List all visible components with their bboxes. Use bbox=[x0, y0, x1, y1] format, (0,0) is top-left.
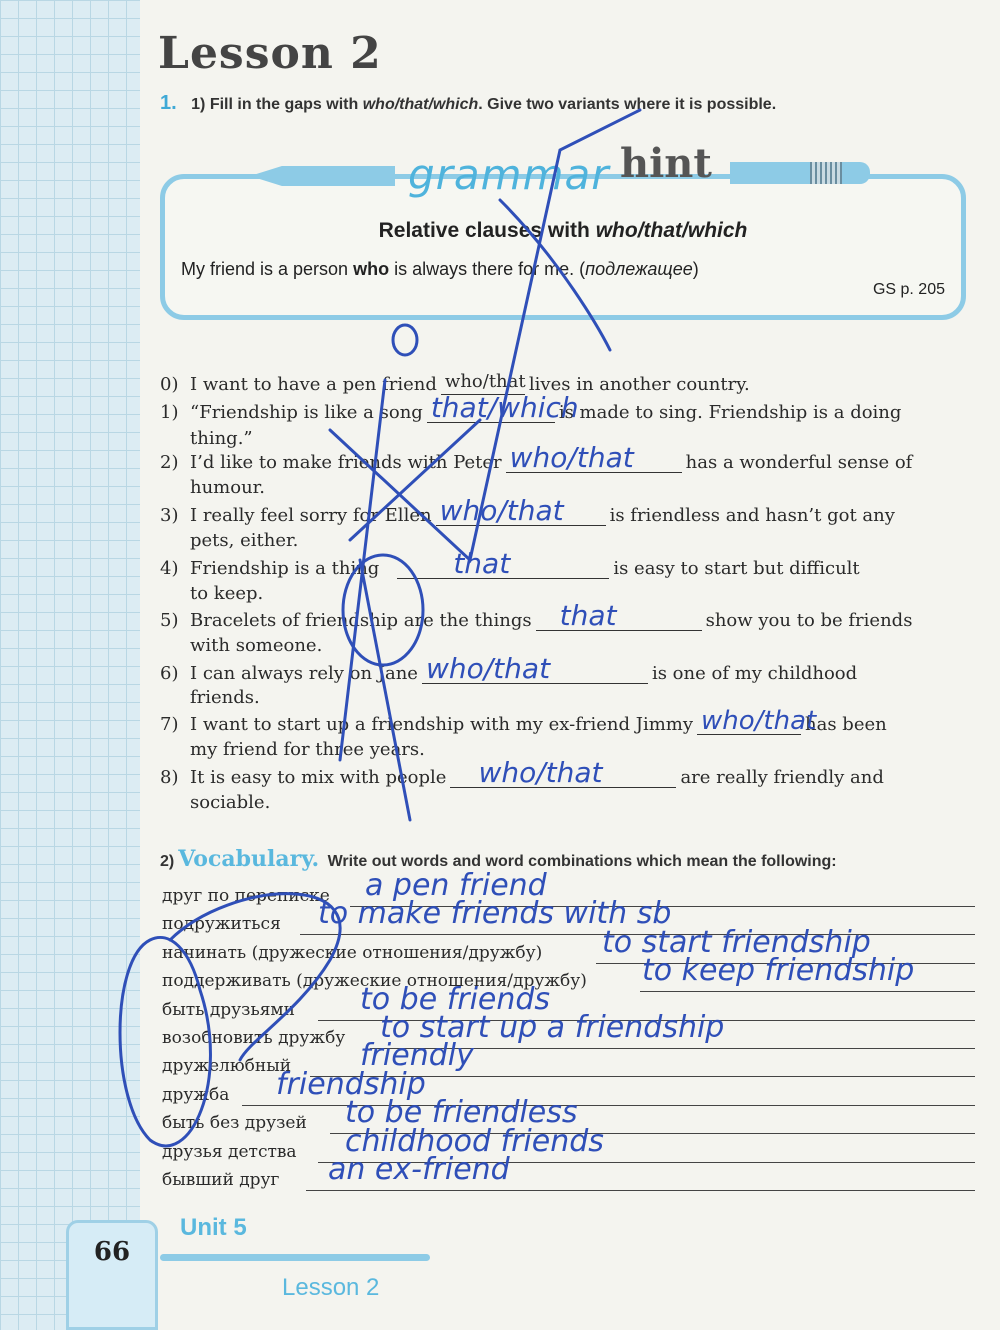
task1-number: 1. bbox=[160, 92, 177, 114]
exercise-cont-8: sociable. bbox=[190, 792, 271, 813]
handwritten-answer: to start up a friendship bbox=[380, 1010, 725, 1045]
handwritten-answer: who/that bbox=[701, 706, 817, 736]
task1-prefix: 1) Fill in the gaps with bbox=[191, 96, 359, 113]
handwritten-answer: a pen friend bbox=[365, 868, 547, 903]
exercise-line-6: 6) I can always rely on Jane who/that is one of my childhood bbox=[160, 652, 858, 685]
hint-title bbox=[165, 219, 961, 243]
hint-example-part1: My friend is a person bbox=[181, 259, 349, 279]
exercise-line-0: 0) I want to have a pen friend who/that lives in another country. bbox=[160, 371, 750, 395]
hint-title-prefix: Relative clauses with bbox=[378, 219, 590, 242]
lesson-title: Lesson 2 bbox=[158, 28, 382, 79]
exercise-cont-3: pets, either. bbox=[190, 530, 299, 551]
exercise-line-3: 3) I really feel sorry for Ellen who/that is friendless and hasn’t got any bbox=[160, 494, 895, 527]
handwritten-answer: who/that bbox=[439, 494, 564, 527]
grid-margin bbox=[0, 0, 140, 1330]
hint-reference: GS p. 205 bbox=[872, 281, 945, 298]
exercise-gap-4[interactable] bbox=[397, 547, 609, 580]
vocab-prompt: поддерживать (дружеские отношения/дружбу) bbox=[162, 971, 587, 992]
handwritten-answer: to keep friendship bbox=[642, 953, 915, 989]
handwritten-answer: to make friends with sb bbox=[318, 896, 672, 932]
exercise-cont-2: humour. bbox=[190, 477, 266, 498]
handwritten-answer: to be friends bbox=[360, 981, 551, 1017]
task2-section: Vocabulary. bbox=[178, 846, 320, 872]
task2-text: Write out words and word combinations which mean the following: bbox=[327, 853, 837, 870]
exercise-gap-2[interactable] bbox=[506, 441, 682, 474]
hint-title-words: who/that/which bbox=[595, 219, 748, 242]
exercise-gap-0[interactable]: who/that bbox=[441, 372, 525, 395]
handwritten-answer: that bbox=[559, 599, 617, 632]
vocab-prompt: возобновить дружбу bbox=[162, 1028, 346, 1048]
vocab-prompt: быть без друзей bbox=[162, 1113, 307, 1134]
exercise-line-8: 8) It is easy to mix with people who/that are really friendly and bbox=[160, 756, 884, 789]
vocab-answer-line[interactable] bbox=[640, 991, 975, 992]
handwritten-answer: that/which bbox=[430, 391, 579, 424]
hint-example-part2: is always there for me. ( bbox=[394, 259, 586, 279]
handwritten-answer: childhood friends bbox=[345, 1123, 604, 1159]
task1-instruction bbox=[160, 92, 776, 115]
hint-example-bold: who bbox=[353, 259, 390, 279]
vocab-prompt: быть друзьями bbox=[162, 999, 295, 1020]
handwritten-answer: who/that bbox=[478, 756, 603, 789]
handwritten-answer: friendship bbox=[276, 1066, 426, 1102]
exercise-line-7: 7) I want to start up a friendship with my ex-friend Jimmy who/that has been bbox=[160, 706, 887, 736]
vocab-prompt: дружелюбный bbox=[162, 1056, 292, 1077]
hint-example-note: подлежащее bbox=[585, 259, 693, 279]
hint-example bbox=[181, 259, 699, 280]
task2-number: 2) bbox=[160, 853, 175, 870]
pencil-right-icon bbox=[730, 162, 870, 184]
vocab-prompt: начинать (дружеские отношения/дружбу) bbox=[162, 942, 543, 963]
exercise-line-2: 2) I’d like to make friends with Peter who/that has a wonderful sense of bbox=[160, 441, 913, 474]
page-number: 66 bbox=[93, 1237, 131, 1267]
handwritten-answer: to be friendless bbox=[345, 1095, 578, 1131]
exercise-gap-1[interactable] bbox=[427, 391, 579, 424]
vocab-answer-line[interactable] bbox=[306, 1190, 975, 1191]
exercise-cont-6: friends. bbox=[190, 687, 260, 708]
footer-lesson: Lesson 2 bbox=[282, 1274, 380, 1301]
vocab-prompt: бывший друг bbox=[162, 1170, 280, 1190]
handwritten-answer: who/that bbox=[509, 441, 634, 474]
vocab-prompt: друзья детства bbox=[162, 1141, 297, 1162]
exercise-gap-5[interactable] bbox=[536, 599, 702, 632]
hint-label: hint bbox=[620, 140, 712, 187]
unit-label: Unit 5 bbox=[180, 1214, 247, 1241]
exercise-gap-7[interactable] bbox=[697, 706, 817, 736]
exercise-cont-7: my friend for three years. bbox=[190, 739, 425, 760]
task1-words: who/that/which bbox=[362, 96, 479, 113]
vocab-prompt: подружиться bbox=[162, 914, 281, 935]
exercise-gap-6[interactable] bbox=[422, 652, 648, 685]
handwritten-answer: an ex-friend bbox=[328, 1152, 510, 1187]
page-number-tab bbox=[66, 1220, 158, 1330]
exercise-cont-1: thing.” bbox=[190, 428, 253, 449]
handwritten-answer: who/that bbox=[425, 652, 551, 685]
hint-example-close: ) bbox=[692, 259, 699, 279]
grammar-label: grammar bbox=[408, 150, 610, 199]
task1-suffix: . Give two variants where it is possible. bbox=[478, 96, 777, 113]
exercise-line-1: 1) “Friendship is like a song that/which is made to sing. Friendship is a doing bbox=[160, 391, 902, 424]
exercise-gap-3[interactable] bbox=[436, 494, 606, 527]
exercise-cont-4: to keep. bbox=[190, 583, 264, 604]
exercise-gap-8[interactable] bbox=[450, 756, 676, 789]
exercise-line-4: 4) Friendship is a thing that is easy to start but difficult bbox=[160, 547, 860, 580]
exercise-line-5: 5) Bracelets of friendship are the things that show you to be friends bbox=[160, 599, 913, 632]
handwritten-answer: friendly bbox=[360, 1038, 474, 1074]
vocab-prompt: дружба bbox=[162, 1084, 230, 1105]
vocab-prompt: друг по переписке bbox=[162, 886, 330, 906]
handwritten-answer: to start friendship bbox=[602, 924, 871, 960]
exercise-cont-5: with someone. bbox=[190, 635, 323, 656]
handwritten-answer: that bbox=[453, 547, 511, 580]
ink-circle bbox=[393, 325, 417, 355]
unit-bar bbox=[160, 1254, 430, 1261]
